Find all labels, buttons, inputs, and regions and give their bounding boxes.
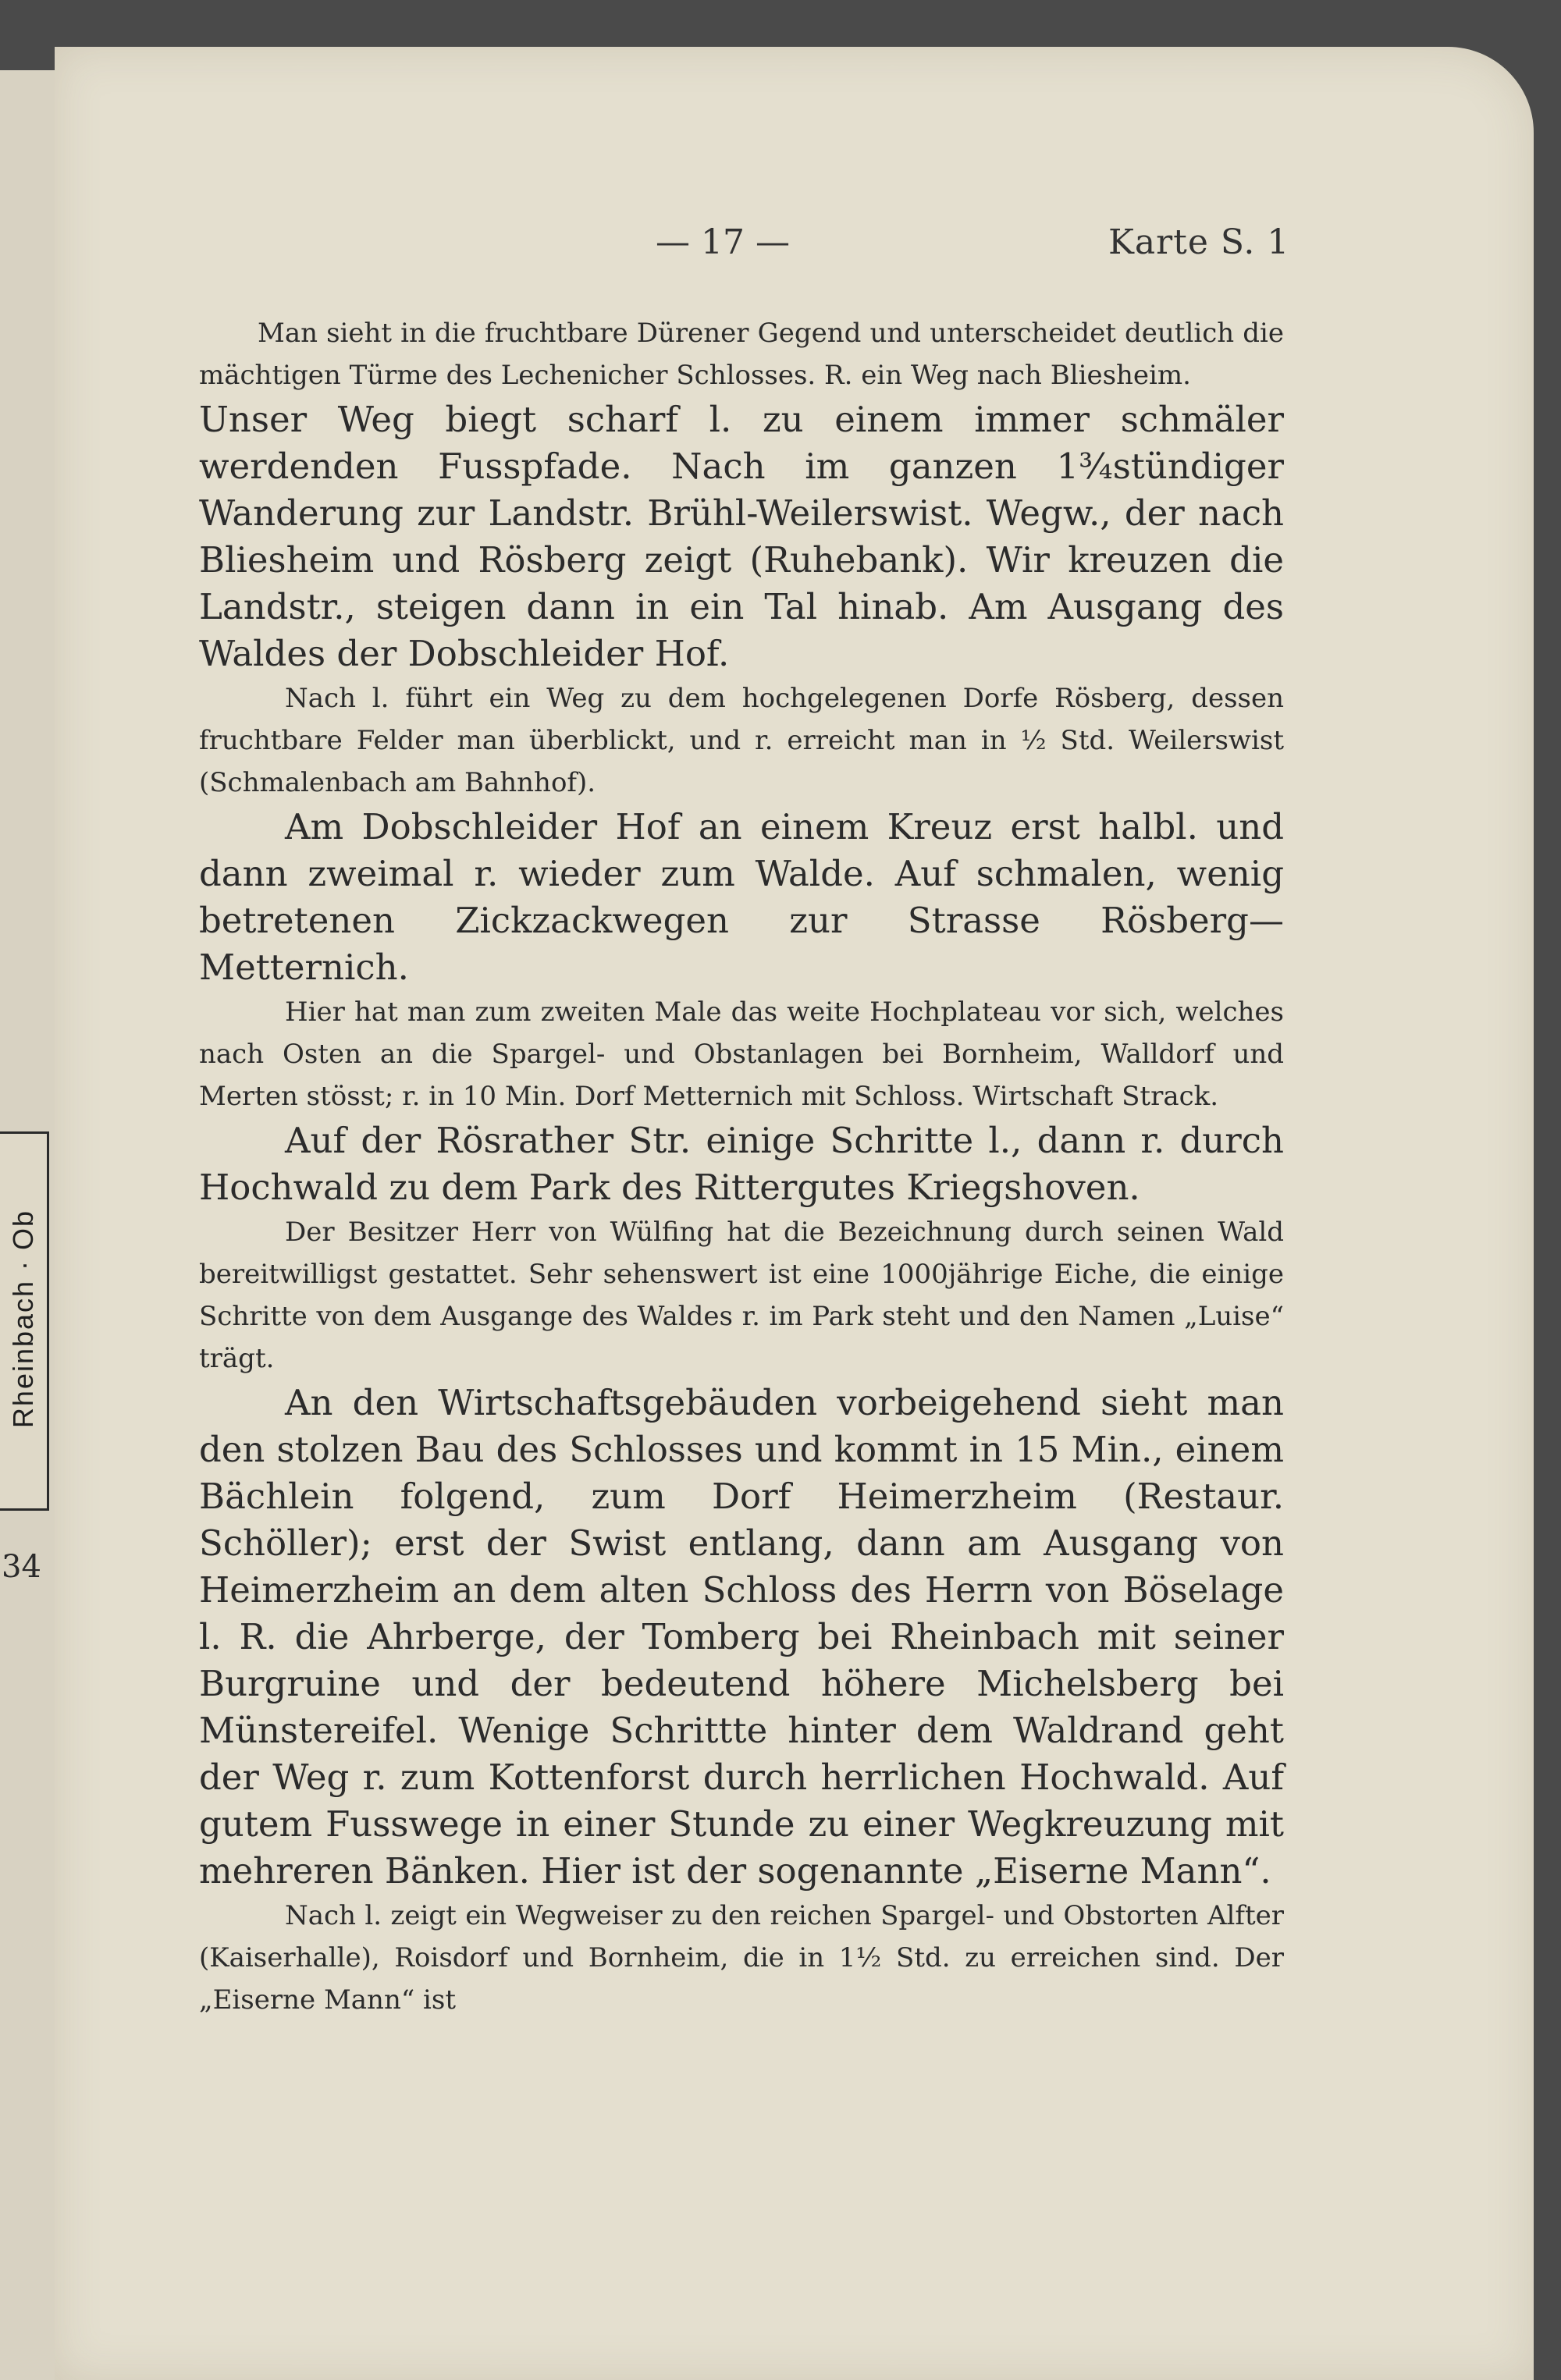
paragraph-3: Nach l. führt ein Weg zu dem hochgelegenen Dorfe Rösberg, dessen fruchtbare Felder man überblickt, und r. erreicht man in ½ Std. Weilerswist (Schmalenbach am Bahnhof). xyxy=(199,683,1284,798)
paragraph-8: An den Wirtschaftsgebäuden vorbeigehend sieht man den stolzen Bau des Schlosses und kommt in 15 Min., einem Bächlein folgend, zum Dorf Heimerzheim (Restaur. Schöller); erst der Swist entlang, dann am Ausgang von Heimerzheim an dem alten Schloss des Herrn von Böselage l. R. die Ahrberge, der Tomberg bei Rheinbach mit seiner Burgruine und der bedeutend höhere Michelsberg bei Münstereifel. Wenige Schrittte hinter dem Waldrand geht der Weg r. zum Kottenforst durch herrlichen Hochwald. Auf gutem Fusswege in einer Stunde zu einer Wegkreuzung mit mehreren Bänken. Hier ist der sogenannte „Eiserne Mann“. xyxy=(199,1382,1284,1892)
page-number: — 17 — xyxy=(656,222,790,262)
paragraph-4: Am Dobschleider Hof an einem Kreuz erst halbl. und dann zweimal r. wieder zum Walde. Auf schmalen, wenig betretenen Zickzackwegen zur Strasse Rösberg—Metternich. xyxy=(199,806,1284,988)
paragraph-1: Man sieht in die fruchtbare Dürener Gegend und unterscheidet deutlich die mächtigen Türme des Lechenicher Schlosses. R. ein Weg nach Bliesheim. xyxy=(199,318,1284,391)
page-header xyxy=(0,222,1561,269)
map-reference: Karte S. 1 xyxy=(1108,222,1290,262)
paragraph-7: Der Besitzer Herr von Wülfing hat die Bezeichnung durch seinen Wald bereitwilligst gestattet. Sehr sehenswert ist eine 1000jährige Eiche, die einige Schritte von dem Ausgange des Waldes r. im Park steht und den Namen „Luise“ trägt. xyxy=(199,1217,1284,1374)
page-body xyxy=(199,312,1284,2021)
paragraph-2: Unser Weg biegt scharf l. zu einem immer schmäler werdenden Fusspfade. Nach im ganzen 1¾stündiger Wanderung zur Landstr. Brühl-Weilerswist. Wegw., der nach Bliesheim und Rösberg zeigt (Ruhebank). Wir kreuzen die Landstr., steigen dann in ein Tal hinab. Am Ausgang des Waldes der Dobschleider Hof. xyxy=(199,399,1284,674)
paragraph-6: Auf der Rösrather Str. einige Schritte l., dann r. durch Hochwald zu dem Park des Rittergutes Kriegshoven. xyxy=(199,1120,1284,1208)
map-tab-label: Rheinbach · Ob xyxy=(7,1209,39,1429)
paragraph-9: Nach l. zeigt ein Wegweiser zu den reichen Spargel- und Obstorten Alfter (Kaiserhalle), Roisdorf und Bornheim, die in 1½ Std. zu erreichen sind. Der „Eiserne Mann“ ist xyxy=(199,1900,1284,2016)
left-page-number: 34 xyxy=(2,1549,41,1585)
paragraph-5: Hier hat man zum zweiten Male das weite Hochplateau vor sich, welches nach Osten an die Spargel- und Obstanlagen bei Bornheim, Walldorf und Merten stösst; r. in 10 Min. Dorf Metternich mit Schloss. Wirtschaft Strack. xyxy=(199,996,1284,1112)
